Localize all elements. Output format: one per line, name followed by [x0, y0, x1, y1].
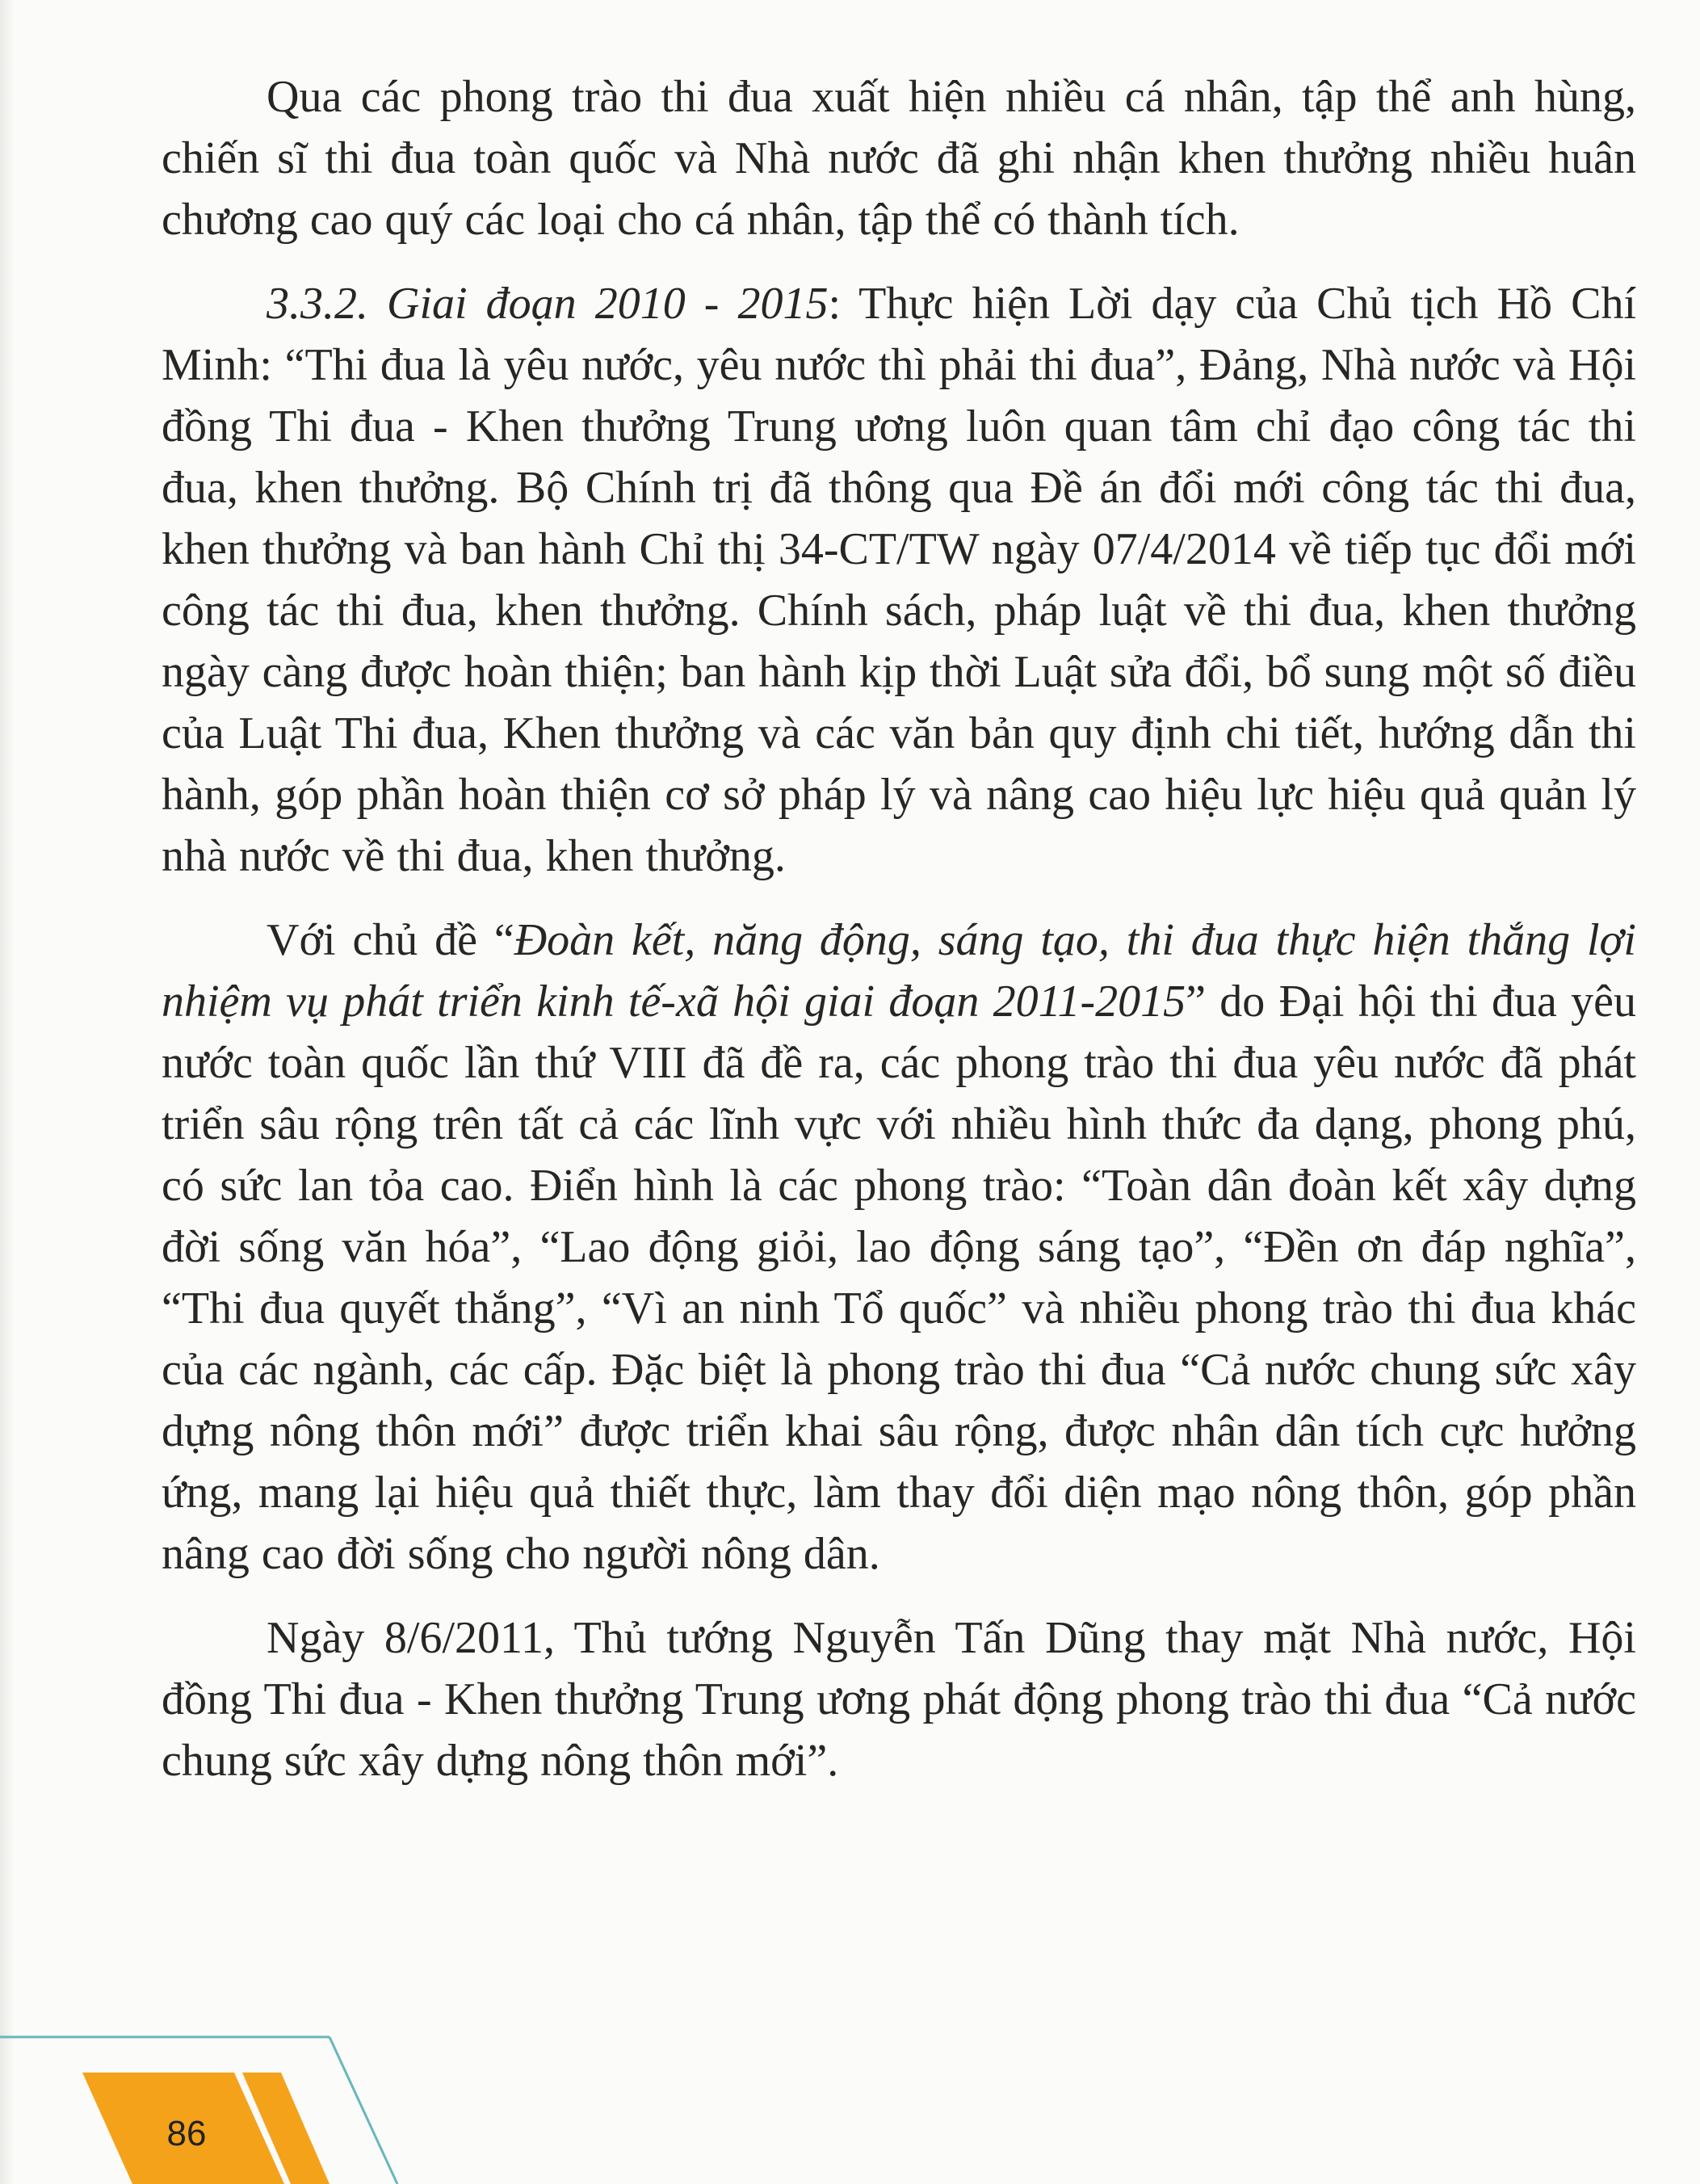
paragraph-text: : Thực hiện Lời dạy của Chủ tịch Hồ Chí Minh: “Thi đua là yêu nước, yêu nước thì phải thi đua”, Đảng, Nhà nước và Hội đồng Thi đua - Khen thưởng Trung ương luôn quan tâm chỉ đạo công tác thi đua, khen thưởng. Bộ Chính trị đã thông qua Đề án đổi mới công tác thi đua, khen thưởng và ban hành Chỉ thị 34-CT/TW ngày 07/4/2014 về tiếp tục đổi mới công tác thi đua, khen thưởng. Chính sách, pháp luật về thi đua, khen thưởng ngày càng được hoàn thiện; ban hành kịp thời Luật sửa đổi, bổ sung một số điều của Luật Thi đua, Khen thưởng và các văn bản quy định chi tiết, hướng dẫn thi hành, góp phần hoàn thiện cơ sở pháp lý và nâng cao hiệu lực hiệu quả quản lý nhà nước về thi đua, khen thưởng.	[162, 279, 1636, 881]
footer-teal-diagonal	[330, 2037, 397, 2184]
paragraph-text: Với chủ đề “	[267, 915, 514, 965]
body-text	[162, 66, 1636, 1814]
paragraph-text: Qua các phong trào thi đua xuất hiện nhiều cá nhân, tập thể anh hùng, chiến sĩ thi đua toàn quốc và Nhà nước đã ghi nhận khen thưởng nhiều huân chương cao quý các loại cho cá nhân, tập thể có thành tích.	[162, 72, 1636, 245]
footer-decoration	[0, 2019, 420, 2184]
theme-quote-italic: Đoàn kết, năng động, sáng tạo, thi đua thực hiện thắng lợi nhiệm vụ phát triển kinh tế-xã hội giai đoạn 2011-2015	[162, 915, 1636, 1027]
paragraph-text: ” do Đại hội thi đua yêu nước toàn quốc lần thứ VIII đã đề ra, các phong trào thi đua yêu nước đã phát triển sâu rộng trên tất cả các lĩnh vực với nhiều hình thức đa dạng, phong phú, có sức lan tỏa cao. Điển hình là các phong trào: “Toàn dân đoàn kết xây dựng đời sống văn hóa”, “Lao động giỏi, lao động sáng tạo”, “Đền ơn đáp nghĩa”, “Thi đua quyết thắng”, “Vì an ninh Tổ quốc” và nhiều phong trào thi đua khác của các ngành, các cấp. Đặc biệt là phong trào thi đua “Cả nước chung sức xây dựng nông thôn mới” được triển khai sâu rộng, được nhân dân tích cực hưởng ứng, mang lại hiệu quả thiết thực, làm thay đổi diện mạo nông thôn, góp phần nâng cao đời sống cho người nông dân.	[162, 976, 1636, 1579]
page-number: 86	[166, 2114, 207, 2153]
paragraph-new-rural-campaign	[162, 1607, 1636, 1791]
section-heading-italic: 3.3.2. Giai đoạn 2010 - 2015	[267, 279, 829, 329]
paragraph-text: Ngày 8/6/2011, Thủ tướng Nguyễn Tấn Dũng thay mặt Nhà nước, Hội đồng Thi đua - Khen thưởng Trung ương phát động phong trào thi đua “Cả nước chung sức xây dựng nông thôn mới”.	[162, 1613, 1636, 1786]
paragraph-theme-movements	[162, 909, 1636, 1585]
paragraph-period-2010-2015	[162, 273, 1636, 887]
page-binding-shadow	[0, 0, 15, 2184]
paragraph-awards	[162, 66, 1636, 250]
